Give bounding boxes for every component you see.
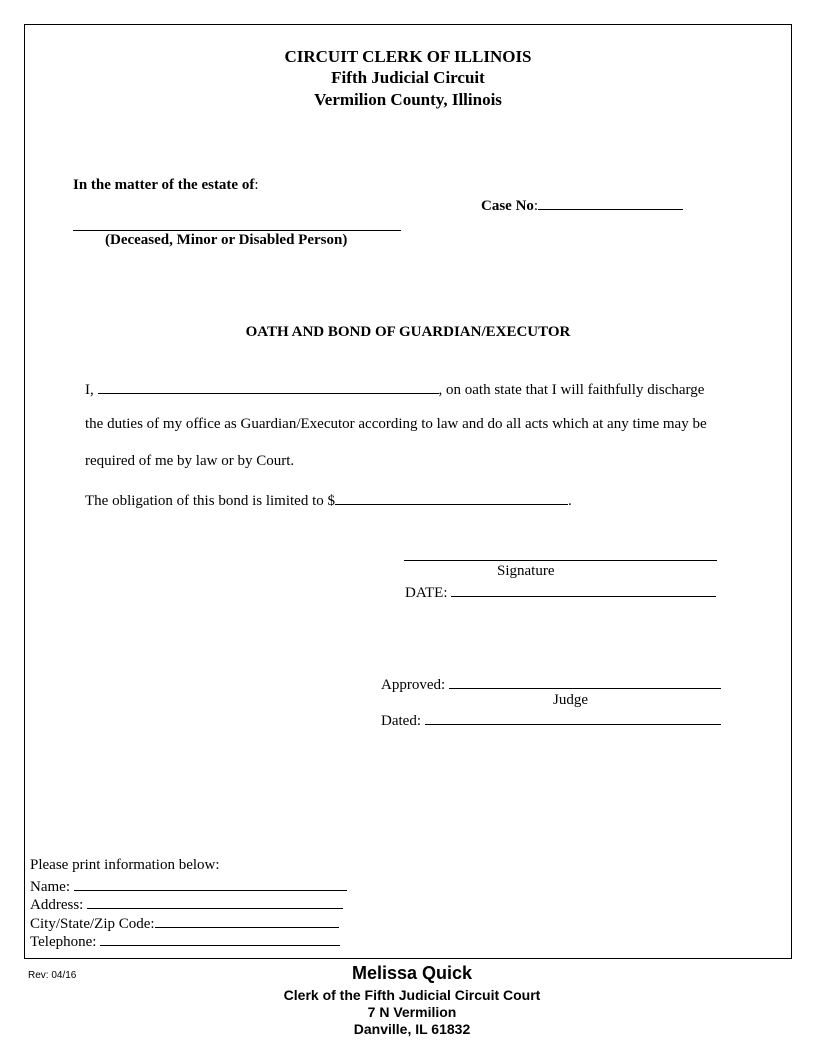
header-line-1: CIRCUIT CLERK OF ILLINOIS [284, 47, 532, 66]
contact-address-field [30, 894, 343, 914]
contact-address-line[interactable] [87, 894, 343, 909]
signature-label: Signature [497, 563, 555, 579]
contact-address-label: Address: [30, 897, 88, 913]
header-line-3: Vermilion County, Illinois [314, 90, 502, 109]
clerk-name: Melissa Quick [351, 963, 473, 983]
signature-date-label: DATE: [405, 585, 452, 601]
estate-matter-text: In the matter of the estate of [73, 177, 255, 193]
contact-name-line[interactable] [74, 876, 347, 891]
contact-name-label: Name: [30, 879, 74, 895]
contact-telephone-line[interactable] [100, 931, 340, 946]
case-number-field[interactable] [481, 195, 683, 215]
case-number-colon: : [533, 198, 539, 214]
header-line-2: Fifth Judicial Circuit [331, 68, 485, 87]
contact-city-line[interactable] [155, 913, 339, 928]
approved-line[interactable] [449, 674, 721, 689]
approved-field [381, 674, 721, 694]
estate-matter-colon: : [254, 177, 259, 193]
dated-label: Dated: [381, 713, 425, 729]
contact-city-label: City/State/Zip Code: [30, 916, 155, 932]
oath-prefix: I, [85, 382, 98, 398]
signature-line[interactable] [404, 560, 717, 561]
bond-amount-line[interactable] [335, 490, 568, 505]
contact-name-field [30, 876, 347, 896]
contact-telephone-label: Telephone: [30, 934, 101, 950]
contact-heading: Please print information below: [30, 857, 220, 873]
dated-field [381, 710, 721, 730]
clerk-city: Danville, IL 61832 [353, 1021, 471, 1037]
party-type-note: (Deceased, Minor or Disabled Person) [105, 232, 348, 248]
bond-suffix: . [567, 493, 572, 509]
judge-label: Judge [553, 692, 588, 708]
oath-line-3: required of me by law or by Court. [85, 453, 295, 469]
clerk-title: Clerk of the Fifth Judicial Circuit Court [283, 987, 541, 1003]
contact-city-field [30, 913, 339, 933]
case-number-label: Case No [481, 198, 534, 214]
form-title: OATH AND BOND OF GUARDIAN/EXECUTOR [245, 324, 571, 340]
approved-label: Approved: [381, 677, 449, 693]
oath-name-line[interactable] [98, 379, 439, 394]
bond-limit-line [85, 490, 572, 510]
signature-date-field [405, 582, 716, 602]
oath-line-1-suffix: , on oath state that I will faithfully discharge [438, 382, 705, 398]
estate-name-line[interactable] [73, 230, 401, 231]
contact-telephone-field [30, 931, 340, 951]
estate-matter-label [73, 177, 259, 194]
signature-date-line[interactable] [451, 582, 716, 597]
oath-line-1 [85, 379, 704, 399]
case-number-line[interactable] [538, 195, 683, 210]
bond-prefix: The obligation of this bond is limited to $ [85, 493, 335, 509]
revision-label: Rev: 04/16 [28, 970, 77, 981]
clerk-address: 7 N Vermilion [367, 1004, 457, 1020]
dated-line[interactable] [425, 710, 721, 725]
oath-line-2: the duties of my office as Guardian/Executor according to law and do all acts which at any time may be [85, 416, 707, 432]
